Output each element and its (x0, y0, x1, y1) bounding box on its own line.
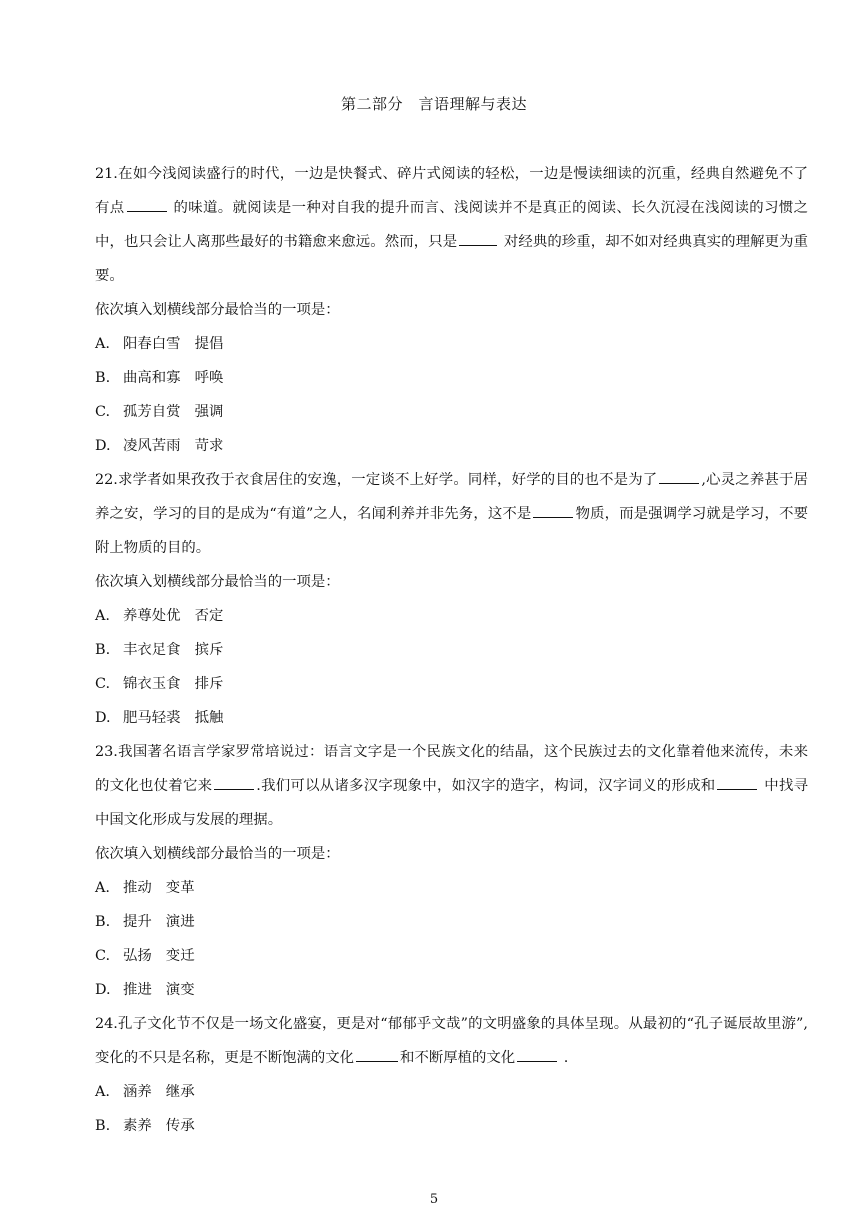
option-b: B. 提升 演进 (95, 914, 195, 930)
option-b: B. 丰衣足食 摈斥 (95, 642, 224, 658)
option-word-2: 继承 (165, 1084, 195, 1100)
option-c: C. 弘扬 变迁 (95, 948, 195, 964)
option-d: D. 肥马轻裘 抵触 (95, 710, 224, 726)
q21-text-b: 的味道。就阅读是一种对自我的提升而言、浅阅读并不是真正的阅读、长久沉浸在浅阅读的习惯之中，也只会让人离那些最好的书籍愈来愈远。然而，只是 (95, 200, 808, 250)
q23-text-c: 中找寻中国文化形成与发展的理据。 (95, 778, 808, 828)
option-c: C. 孤芳自赏 强调 (95, 404, 224, 420)
blank-line (214, 775, 254, 790)
option-word-2: 演变 (165, 982, 195, 998)
option-word-1: 锦衣玉食 (123, 676, 181, 692)
q22-text-b: ,心灵之养甚于居养之安，学习的目的是成为“有道”之人，名闻利养并非先务，这不是 (95, 472, 808, 522)
option-word-2: 抵触 (194, 710, 224, 726)
option-word-2: 苛求 (194, 438, 224, 454)
option-word-2: 提倡 (194, 336, 224, 352)
question-21 (95, 157, 808, 463)
q23-text-a: 23.我国著名语言学家罗常培说过：语言文字是一个民族文化的结晶，这个民族过去的文化靠着他来流传，未来的文化也仗着它来 (95, 744, 808, 794)
option-word-1: 弘扬 (123, 948, 152, 964)
option-word-2: 排斥 (194, 676, 224, 692)
option-a: A. 涵养 继承 (95, 1084, 195, 1100)
option-word-1: 涵养 (123, 1084, 152, 1100)
blank-line (533, 503, 573, 518)
blank-line (517, 1047, 557, 1062)
q24-text-a: 24.孔子文化节不仅是一场文化盛宴，更是对“郁郁乎文哉”的文明盛象的具体呈现。从最初的“孔子诞辰故里游”,变化的不只是名称，更是不断饱满的文化 (95, 1016, 808, 1066)
q23-text-b: .我们可以从诸多汉字现象中，如汉字的造字，构词，汉字词义的形成和 (256, 778, 716, 794)
option-word-1: 曲高和寡 (123, 370, 181, 386)
option-word-2: 传承 (165, 1118, 195, 1134)
option-word-1: 阳春白雪 (123, 336, 181, 352)
section-title: 第二部分 言语理解与表达 (340, 95, 527, 113)
q21-text-a: 21.在如今浅阅读盛行的时代，一边是快餐式、碎片式阅读的轻松，一边是慢读细读的沉重，经典自然避免不了有点 (95, 166, 808, 216)
questions-body (95, 157, 808, 1143)
option-word-1: 推进 (123, 982, 152, 998)
option-c: C. 锦衣玉食 排斥 (95, 676, 224, 692)
option-word-2: 演进 (165, 914, 195, 930)
option-word-1: 提升 (123, 914, 152, 930)
option-word-2: 变迁 (165, 948, 195, 964)
q24-text-b: 和不断厚植的文化 (400, 1050, 516, 1066)
question-24-stem (95, 1007, 808, 1075)
option-d: D. 推进 演变 (95, 982, 195, 998)
blank-line (356, 1047, 398, 1062)
option-word-2: 否定 (194, 608, 224, 624)
option-word-1: 素养 (123, 1118, 152, 1134)
option-word-2: 强调 (194, 404, 224, 420)
question-24 (95, 1007, 808, 1143)
question-23-prompt: 依次填入划横线部分最恰当的一项是： (95, 846, 340, 862)
q22-text-a: 22.求学者如果孜孜于衣食居住的安逸，一定谈不上好学。同样，好学的目的也不是为了 (95, 472, 658, 488)
option-word-1: 凌风苦雨 (123, 438, 181, 454)
option-b: B. 曲高和寡 呼唤 (95, 370, 224, 386)
question-22-prompt: 依次填入划横线部分最恰当的一项是： (95, 574, 340, 590)
blank-line (659, 469, 699, 484)
option-d: D. 凌风苦雨 苛求 (95, 438, 224, 454)
option-word-1: 孤芳自赏 (123, 404, 181, 420)
q22-text-c: 物质，而是强调学习就是学习，不要附上物质的目的。 (95, 506, 808, 556)
question-23 (95, 735, 808, 1007)
question-21-prompt: 依次填入划横线部分最恰当的一项是： (95, 302, 340, 318)
question-23-stem (95, 735, 808, 837)
question-21-stem (95, 157, 808, 293)
option-a: A. 阳春白雪 提倡 (95, 336, 224, 352)
blank-line (459, 231, 497, 246)
option-word-1: 养尊处优 (123, 608, 181, 624)
option-word-2: 变革 (165, 880, 195, 896)
page-number: 5 (429, 1192, 439, 1207)
option-word-2: 摈斥 (194, 642, 224, 658)
option-word-1: 推动 (123, 880, 152, 896)
q24-text-c: . (559, 1050, 569, 1066)
q21-text-c: 对经典的珍重，却不如对经典真实的理解更为重要。 (95, 234, 808, 284)
option-word-1: 肥马轻裘 (123, 710, 181, 726)
option-a: A. 推动 变革 (95, 880, 195, 896)
option-word-2: 呼唤 (194, 370, 224, 386)
option-b: B. 素养 传承 (95, 1118, 195, 1134)
question-22 (95, 463, 808, 735)
blank-line (127, 197, 167, 212)
option-word-1: 丰衣足食 (123, 642, 181, 658)
blank-line (717, 775, 757, 790)
question-22-stem (95, 463, 808, 565)
option-a: A. 养尊处优 否定 (95, 608, 224, 624)
